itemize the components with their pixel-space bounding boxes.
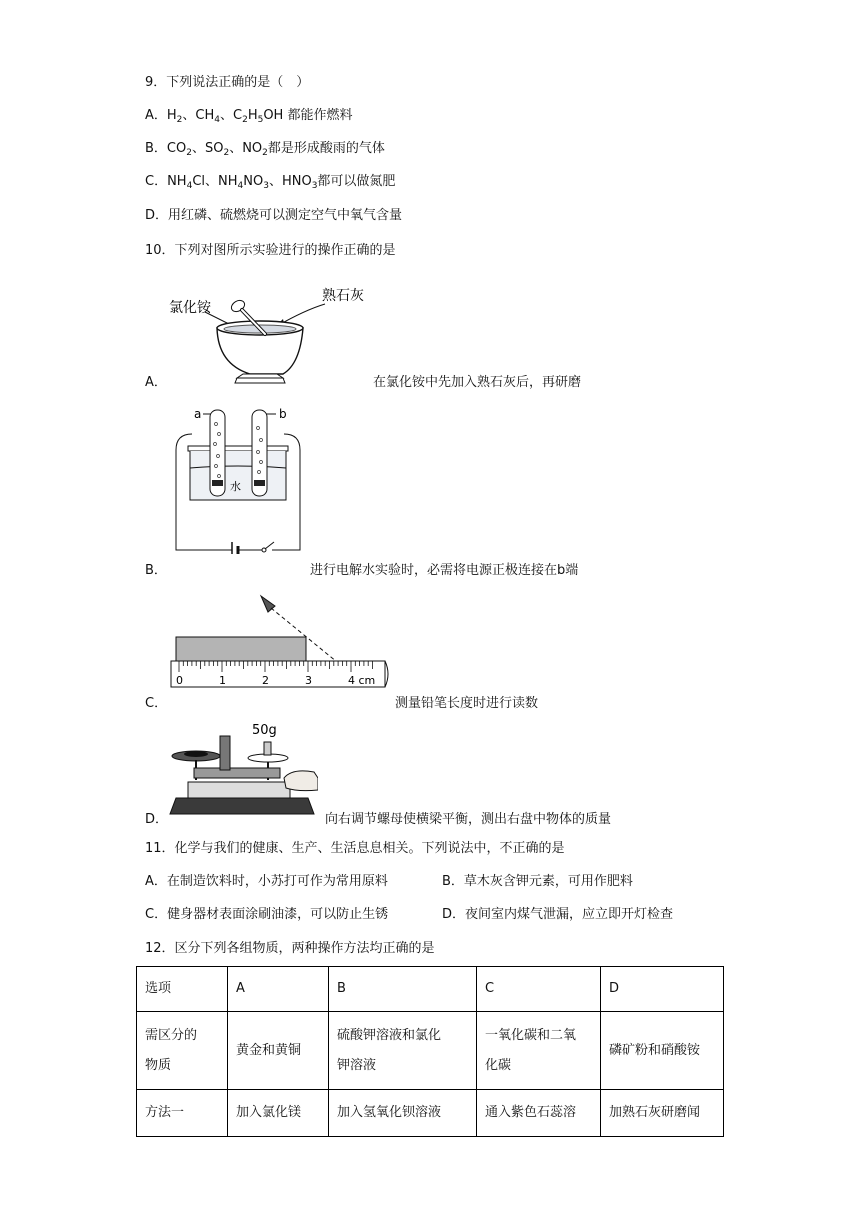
- fig-label-50g: 50g: [252, 723, 277, 738]
- q9-option-a-prefix: A．H: [145, 108, 177, 123]
- table-cell-line: 硫酸钾溶液和氯化: [337, 1027, 442, 1043]
- ruler-tick-label: 1: [219, 674, 226, 687]
- q11-stem: 11．化学与我们的健康、生产、生活息息相关。下列说法中，不正确的是: [145, 841, 565, 856]
- table-cell: 加入氢氧化钡溶液: [329, 1090, 477, 1137]
- table-header-cell: A: [228, 967, 329, 1012]
- q9-option-a-text: 都能作燃料: [287, 108, 353, 123]
- table-header-row: [137, 967, 724, 1012]
- q11-option-a: A．在制造饮料时，小苏打可作为常用原料: [145, 874, 388, 889]
- q11-option-c: C．健身器材表面涂刷油漆，可以防止生锈: [145, 907, 389, 922]
- table-cell-line: 化碳: [485, 1057, 512, 1073]
- q9-option-c-text: 都可以做氮肥: [317, 174, 396, 189]
- table-cell: 加熟石灰研磨闻: [601, 1090, 724, 1137]
- table-header-cell: C: [477, 967, 601, 1012]
- q10-option-d-text: 向右调节螺母使横梁平衡，测出右盘中物体的质量: [325, 812, 612, 827]
- ruler-figure: [165, 590, 395, 700]
- table-header-cell: 选项: [137, 967, 228, 1012]
- table-cell: [137, 1012, 228, 1090]
- table-row: [137, 1012, 724, 1090]
- q11-option-d: D．夜间室内煤气泄漏，应立即开灯检查: [442, 907, 674, 922]
- q11-option-b: B．草木灰含钾元素，可用作肥料: [442, 874, 633, 889]
- table-cell: 磷矿粉和硝酸铵: [601, 1012, 724, 1090]
- table-cell-line: 需区分的: [145, 1027, 198, 1043]
- table-cell: 方法一: [137, 1090, 228, 1137]
- q12-stem: 12．区分下列各组物质，两种操作方法均正确的是: [145, 941, 435, 956]
- table-cell: 加入氯化镁: [228, 1090, 329, 1137]
- table-cell-line: 钾溶液: [337, 1057, 377, 1073]
- electrolysis-figure: [170, 404, 315, 554]
- q10-option-a-label: A．: [145, 375, 167, 390]
- ruler-tick-label: 4 cm: [348, 674, 376, 687]
- ruler-tick-label: 2: [262, 674, 269, 687]
- q10-stem: 10．下列对图所示实验进行的操作正确的是: [145, 243, 396, 258]
- table-cell-line: 一氧化碳和二氧: [485, 1027, 577, 1043]
- q9-option-a: A．$H_2$、$CH_4$、$C_2H_5OH$ 都能作燃料: [145, 108, 353, 125]
- ruler-tick-label: 3: [305, 674, 312, 687]
- q9-option-c-prefix: C．NH: [145, 174, 187, 189]
- q9-option-c: C．$NH_4Cl$、$NH_4NO_3$、$HNO_3$都可以做氮肥: [145, 174, 396, 191]
- ruler-tick-label: 0: [176, 674, 183, 687]
- table-cell: 黄金和黄铜: [228, 1012, 329, 1090]
- q9-option-d: D．用红磷、硫燃烧可以测定空气中氧气含量: [145, 208, 403, 223]
- fig-label-slaked-lime: 熟石灰: [322, 288, 364, 304]
- q9-option-b: B．$CO_2$、$SO_2$、$NO_2$都是形成酸雨的气体: [145, 141, 385, 158]
- table-cell-line: 物质: [145, 1057, 172, 1073]
- table-row: [137, 1090, 724, 1137]
- table-header-cell: D: [601, 967, 724, 1012]
- mortar-figure: [165, 282, 375, 387]
- q9-stem: 9．下列说法正确的是（ ）: [145, 75, 310, 90]
- table-cell: [329, 1012, 477, 1090]
- q10-option-d-label: D．: [145, 812, 169, 827]
- q10-option-c-text: 测量铅笔长度时进行读数: [395, 696, 539, 711]
- q9-option-b-prefix: B．CO: [145, 141, 187, 156]
- fig-label-ammonium-chloride: 氯化铵: [169, 300, 211, 316]
- q10-option-c-label: C．: [145, 696, 168, 711]
- q10-option-b-label: B．: [145, 563, 167, 578]
- q9-option-b-text: 都是形成酸雨的气体: [267, 141, 385, 156]
- fig-label-b: b: [279, 407, 287, 421]
- fig-label-a: a: [194, 407, 202, 421]
- table-header-cell: B: [329, 967, 477, 1012]
- q10-option-a-text: 在氯化铵中先加入熟石灰后，再研磨: [373, 375, 582, 390]
- table-cell: 通入紫色石蕊溶: [477, 1090, 601, 1137]
- q10-option-b-text: 进行电解水实验时，必需将电源正极连接在b端: [310, 563, 579, 578]
- comparison-table: [136, 966, 724, 1137]
- balance-figure: [168, 718, 318, 818]
- table-cell: [477, 1012, 601, 1090]
- fig-label-water: 水: [230, 480, 241, 493]
